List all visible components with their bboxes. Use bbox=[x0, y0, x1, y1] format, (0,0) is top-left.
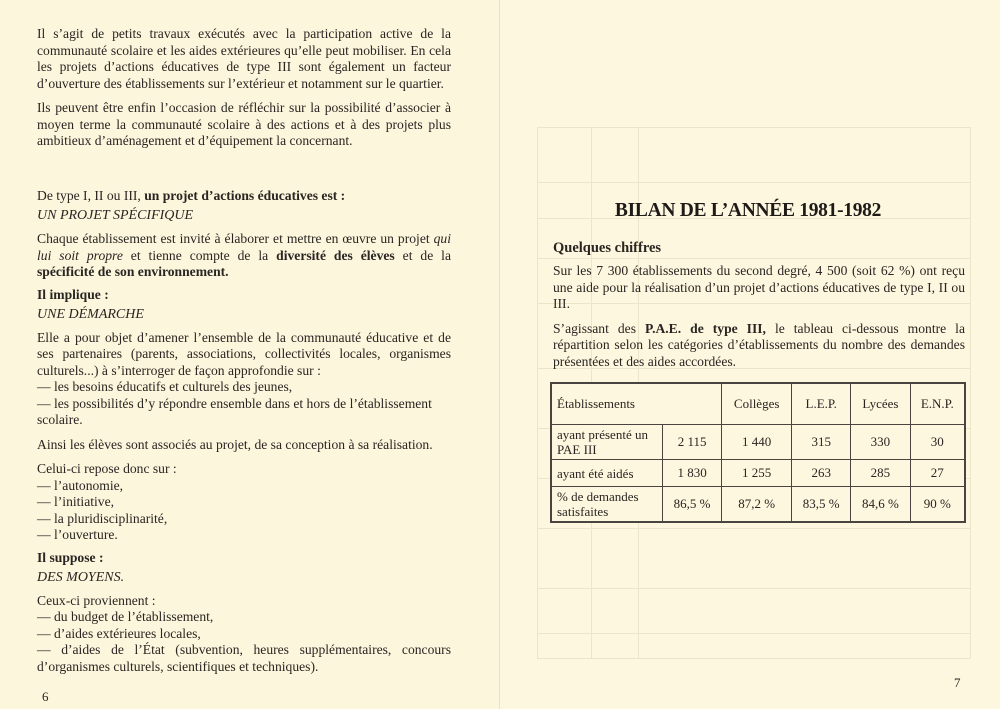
suppose-label: Il suppose : bbox=[37, 549, 104, 565]
pae-bold: P.A.E. de type III, bbox=[645, 320, 766, 336]
table-row bbox=[551, 425, 965, 460]
demarche-list bbox=[37, 379, 451, 429]
cell-colleges: 87,2 % bbox=[722, 487, 792, 523]
header-enp: E.N.P. bbox=[910, 383, 965, 425]
page-number-left: 6 bbox=[42, 689, 49, 704]
pae-paragraph bbox=[553, 321, 965, 371]
intro-paragraph-2: Ils peuvent être enfin l’occasion de réfléchir sur la possibilité d’associer à moyen terme la communauté scolaire à des actions et à des projets plus ambitieux d’aménagement et d’équipement la concernant. bbox=[37, 100, 451, 148]
table-header-row bbox=[551, 383, 965, 425]
row-label: ayant présenté un PAE III bbox=[551, 425, 663, 460]
cell-enp: 30 bbox=[910, 425, 965, 460]
cell-lep: 263 bbox=[792, 460, 851, 487]
table-row bbox=[551, 487, 965, 523]
specifique-bold2: spécificité de son environnement. bbox=[37, 264, 229, 279]
repose-list bbox=[37, 478, 451, 544]
page-title: BILAN DE L’ANNÉE 1981-1982 bbox=[614, 200, 882, 221]
definition-bold: un projet d’actions éducatives est : bbox=[144, 187, 346, 203]
associes-paragraph: Ainsi les élèves sont associés au projet, de sa conception à sa réalisation. bbox=[37, 436, 433, 452]
definition-lead: De type I, II ou III, bbox=[37, 187, 145, 203]
table-row bbox=[551, 460, 965, 487]
figures-paragraph: Sur les 7 300 établissements du second degré, 4 500 (soit 62 %) ont reçu une aide pour la réalisation d’un projet d’actions éducatives de type I, II ou III. bbox=[553, 263, 965, 311]
specifique-part1: Chaque établissement est invité à élaborer et mettre en œuvre un projet bbox=[37, 231, 434, 246]
proviennent-paragraph: Ceux-ci proviennent : bbox=[37, 592, 156, 608]
definition-line bbox=[37, 188, 451, 205]
cell-total: 1 830 bbox=[663, 460, 722, 487]
cell-lycees: 84,6 % bbox=[851, 487, 910, 523]
list-item: — d’aides de l’État (subvention, heures supplémentaires, concours d’organismes culturels, scientifiques et techniques). bbox=[37, 642, 451, 674]
right-column bbox=[550, 200, 966, 523]
header-etablissements: Établissements bbox=[551, 383, 722, 425]
specifique-paragraph bbox=[37, 231, 451, 281]
list-item: — l’autonomie, bbox=[37, 477, 124, 493]
specifique-part3: et de la bbox=[394, 247, 451, 263]
cell-lycees: 285 bbox=[851, 460, 910, 487]
cell-colleges: 1 440 bbox=[722, 425, 792, 460]
cell-colleges: 1 255 bbox=[722, 460, 792, 487]
pae-part1: S’agissant des bbox=[553, 320, 646, 336]
specifique-italic: qui lui soit propre bbox=[37, 231, 451, 263]
left-column bbox=[37, 0, 451, 675]
list-item: — l’ouverture. bbox=[37, 527, 118, 542]
list-item: — d’aides extérieures locales, bbox=[37, 625, 201, 641]
header-colleges: Collèges bbox=[722, 383, 792, 425]
cell-enp: 27 bbox=[910, 460, 965, 487]
cell-lep: 83,5 % bbox=[792, 487, 851, 523]
header-lep: L.E.P. bbox=[792, 383, 851, 425]
intro-paragraph-1: Il s’agit de petits travaux exécutés avec la participation active de la communauté scolaire et les aides extérieures qu’elle peut mobiliser. En cela les projets d’actions éducatives de type III sont également un facteur d’ouverture des établissements sur l’extérieur et notamment sur le quartier. bbox=[37, 26, 451, 91]
moyens-list bbox=[37, 609, 451, 675]
list-item: — les besoins éducatifs et culturels des jeunes, bbox=[37, 379, 293, 394]
list-item: — du budget de l’établissement, bbox=[37, 609, 214, 624]
stats-table bbox=[550, 382, 966, 523]
cell-lycees: 330 bbox=[851, 425, 910, 460]
cell-lep: 315 bbox=[792, 425, 851, 460]
list-item: — la pluridisciplinarité, bbox=[37, 510, 168, 526]
row-label: % de demandes satisfaites bbox=[551, 487, 663, 523]
heading-specifique: UN PROJET SPÉCIFIQUE bbox=[37, 208, 194, 223]
list-item: — l’initiative, bbox=[37, 494, 115, 509]
pae-part2: le tableau ci-dessous montre la répartition selon les catégories d’établissements du nombre des demandes présentées et des aides accordées. bbox=[553, 320, 965, 369]
specifique-bold1: diversité des élèves bbox=[276, 247, 395, 263]
list-item: — les possibilités d’y répondre ensemble dans et hors de l’établissement scolaire. bbox=[37, 395, 432, 427]
cell-total: 86,5 % bbox=[663, 487, 722, 523]
header-lycees: Lycées bbox=[851, 383, 910, 425]
demarche-paragraph: Elle a pour objet d’amener l’ensemble de la communauté éducative et de ses partenaires (parents, associations, collectivités locales, organismes culturels...) à s’interroger de façon approfondie sur : bbox=[37, 329, 451, 378]
row-label: ayant été aidés bbox=[551, 460, 663, 487]
heading-moyens: DES MOYENS. bbox=[37, 569, 125, 585]
implique-label: Il implique : bbox=[37, 286, 109, 302]
repose-paragraph: Celui-ci repose donc sur : bbox=[37, 461, 177, 476]
page-number-right: 7 bbox=[954, 675, 961, 690]
specifique-part2: et tienne compte de la bbox=[122, 247, 277, 263]
heading-demarche: UNE DÉMARCHE bbox=[37, 306, 144, 322]
subheading: Quelques chiffres bbox=[553, 240, 662, 256]
cell-enp: 90 % bbox=[910, 487, 965, 523]
cell-total: 2 115 bbox=[663, 425, 722, 460]
